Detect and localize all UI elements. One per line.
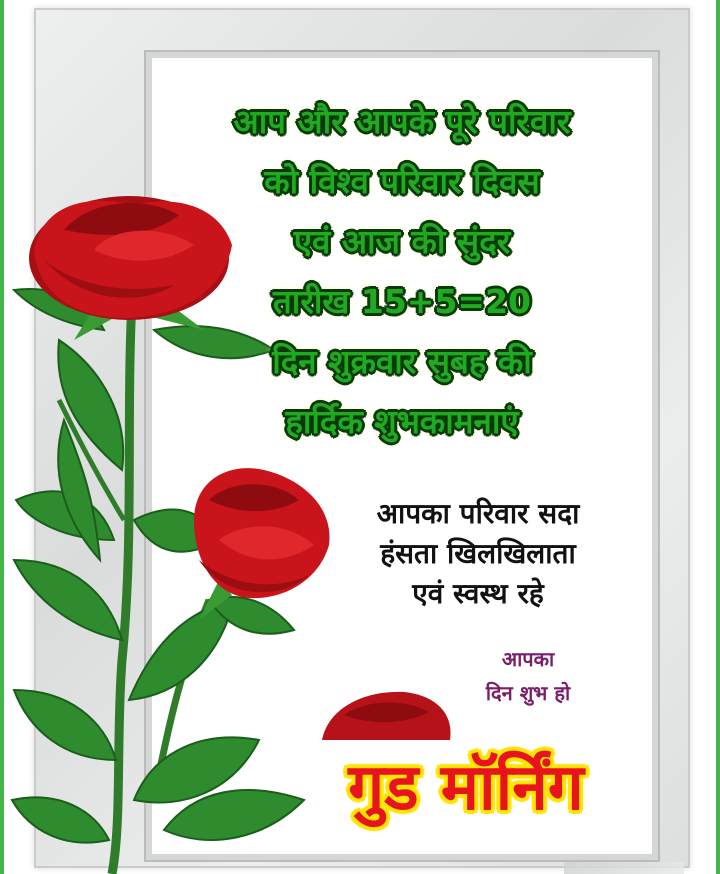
leaf — [12, 797, 109, 842]
wish-line: एवं स्वस्थ रहे — [412, 577, 544, 610]
good-morning-title: गुड मॉर्निंग — [348, 750, 584, 825]
rose-stem — [112, 300, 132, 874]
leaf — [14, 690, 116, 760]
greeting-line: एवं आज की सुंदर — [293, 222, 511, 261]
greeting-line: तारीख 15+5=20 — [273, 282, 531, 321]
wish-line: हंसता खिलखिलाता — [380, 537, 576, 570]
rose-flower-3 — [322, 692, 451, 740]
greeting-line: को विश्व परिवार दिवस — [264, 162, 540, 201]
day-wish — [444, 642, 612, 710]
greeting-line: दिन शुक्रवार सुबह की — [272, 342, 532, 381]
greeting-line: आप और आपके पूरे परिवार — [233, 102, 571, 141]
leaf — [14, 560, 122, 640]
greeting-message — [164, 92, 640, 452]
day-wish-line: आपका — [501, 647, 555, 671]
frame-corner-strip — [564, 862, 684, 874]
day-wish-line: दिन शुभ हो — [485, 681, 571, 705]
wish-line: आपका परिवार सदा — [376, 497, 580, 530]
rose-flower-2 — [194, 468, 329, 598]
greeting-line: हार्दिक शुभकामनाएं — [285, 402, 519, 441]
family-wish — [326, 494, 630, 614]
